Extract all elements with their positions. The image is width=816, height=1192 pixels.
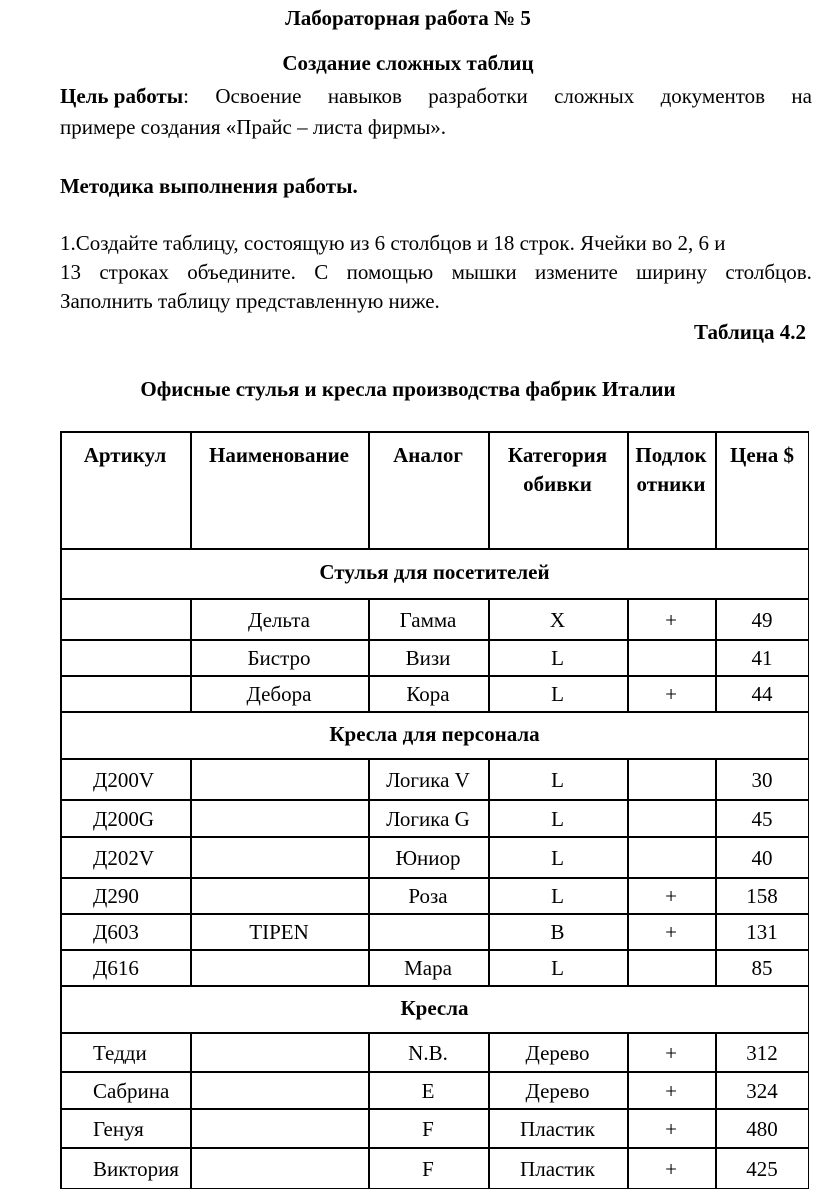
cell-price: 40 xyxy=(751,845,773,870)
table-column-border xyxy=(60,949,62,985)
table-row-border xyxy=(60,598,809,600)
goal-word: Освоение xyxy=(215,84,302,108)
table-column-border xyxy=(190,799,192,836)
cell-analog: Роза xyxy=(408,884,448,908)
table-column-border xyxy=(60,1147,62,1189)
header-article: Артикул xyxy=(83,443,167,467)
step-word: 13 xyxy=(60,260,81,284)
table-column-border xyxy=(60,1032,62,1071)
cell-category: L xyxy=(551,682,564,706)
table-row-border xyxy=(60,1108,809,1110)
table-column-border xyxy=(190,1108,192,1147)
cell-category: Дерево xyxy=(525,1040,590,1065)
cell-price: 324 xyxy=(746,1078,778,1103)
table-caption: Офисные стулья и кресла производства фабрик Италии xyxy=(140,377,676,401)
cell-price: 44 xyxy=(751,682,773,706)
cell-price: 131 xyxy=(746,920,778,944)
table-column-border xyxy=(368,913,370,949)
table-row-border xyxy=(60,799,809,801)
cell-analog: E xyxy=(421,1078,435,1103)
cell-article: Генуя xyxy=(93,1116,144,1141)
goal-word: : xyxy=(183,84,189,108)
cell-analog: Юниор xyxy=(395,845,461,870)
table-column-border xyxy=(60,758,62,799)
cell-price: 41 xyxy=(751,646,773,670)
cell-armrests: + xyxy=(665,1157,677,1181)
cell-analog: F xyxy=(422,1157,434,1181)
cell-article: Д616 xyxy=(93,956,139,980)
cell-category: L xyxy=(551,845,564,870)
cell-analog: Визи xyxy=(405,646,451,670)
table-row-border xyxy=(60,877,809,879)
cell-category: X xyxy=(549,607,566,632)
table-column-border xyxy=(60,1071,62,1108)
cell-category: L xyxy=(551,767,564,792)
cell-name: TIPEN xyxy=(249,920,309,944)
table-column-border xyxy=(190,877,192,913)
section-title: Кресла xyxy=(400,995,469,1020)
goal-label: Цель работы xyxy=(60,84,184,108)
step-word: помощью xyxy=(346,260,434,284)
header-price: Цена $ xyxy=(729,443,794,467)
step-line-3: Заполнить таблицу представленную ниже. xyxy=(60,289,440,313)
table-row-border xyxy=(60,913,809,915)
cell-article: Д202V xyxy=(93,845,154,870)
cell-price: 312 xyxy=(746,1040,778,1065)
cell-analog: Логика V xyxy=(386,767,470,792)
cell-article: Д200V xyxy=(93,767,154,792)
cell-armrests: + xyxy=(665,1078,677,1103)
cell-article: Д290 xyxy=(93,884,139,908)
cell-armrests: + xyxy=(665,607,677,632)
table-row-border xyxy=(60,431,809,433)
table-column-border xyxy=(190,949,192,985)
cell-analog: N.B. xyxy=(408,1040,448,1065)
step-word: измените xyxy=(534,260,618,284)
table-column-border xyxy=(60,877,62,913)
cell-category: L xyxy=(551,806,564,831)
cell-article: Виктория xyxy=(93,1157,179,1181)
table-row-border xyxy=(60,758,809,760)
table-row-border xyxy=(60,1147,809,1149)
step-word: столбцов. xyxy=(725,260,812,284)
table-row-border xyxy=(60,639,809,641)
table-column-border xyxy=(60,913,62,949)
step-line-1: 1.Создайте таблицу, состоящую из 6 столбцов и 18 строк. Ячейки во 2, 6 и xyxy=(60,231,726,255)
table-column-border xyxy=(190,1147,192,1189)
cell-price: 158 xyxy=(746,884,778,908)
table-row-border xyxy=(60,836,809,838)
table-number: Таблица 4.2 xyxy=(694,320,806,344)
cell-category: L xyxy=(551,956,564,980)
table-column-border xyxy=(60,799,62,836)
cell-price: 425 xyxy=(746,1157,778,1181)
goal-word: разработки xyxy=(428,84,528,108)
step-word: С xyxy=(314,260,329,284)
table-row-border xyxy=(60,675,809,677)
cell-category: Пластик xyxy=(520,1116,595,1141)
table-column-border xyxy=(627,836,629,877)
table-column-border xyxy=(190,836,192,877)
cell-armrests: + xyxy=(665,920,677,944)
lab-subtitle: Создание сложных таблиц xyxy=(282,51,534,75)
header-name: Наименование xyxy=(209,443,349,467)
cell-armrests: + xyxy=(665,884,677,908)
header-armrests: Подлок отники xyxy=(635,443,707,496)
table-column-border xyxy=(627,639,629,675)
cell-analog: F xyxy=(422,1116,434,1141)
method-heading: Методика выполнения работы. xyxy=(60,174,358,198)
goal-word: сложных xyxy=(554,84,635,108)
cell-analog: Мара xyxy=(404,956,452,980)
goal-word: на xyxy=(791,84,812,108)
table-column-border xyxy=(60,598,62,639)
cell-category: Пластик xyxy=(520,1157,595,1181)
table-column-border xyxy=(627,758,629,799)
cell-category: Дерево xyxy=(525,1078,590,1103)
cell-name: Дельта xyxy=(248,607,310,632)
table-column-border xyxy=(60,836,62,877)
step-word: ширину xyxy=(636,260,708,284)
table-column-border xyxy=(60,1108,62,1147)
table-column-border xyxy=(60,675,62,711)
cell-analog: Гамма xyxy=(399,607,457,632)
goal-word: навыков xyxy=(327,84,402,108)
cell-armrests: + xyxy=(665,1040,677,1065)
table-row-border xyxy=(60,949,809,951)
cell-article: Д200G xyxy=(93,806,154,831)
step-word: мышки xyxy=(451,260,517,284)
cell-article: Д603 xyxy=(93,920,139,944)
cell-price: 480 xyxy=(746,1116,778,1141)
cell-category: B xyxy=(550,920,565,944)
cell-category: L xyxy=(551,646,564,670)
table-row-border xyxy=(60,711,809,713)
price-table xyxy=(60,431,809,1189)
cell-category: L xyxy=(551,884,564,908)
table-column-border xyxy=(627,949,629,985)
cell-price: 30 xyxy=(751,767,773,792)
cell-price: 85 xyxy=(751,956,773,980)
goal-line-1 xyxy=(60,84,812,108)
cell-armrests: + xyxy=(665,682,677,706)
table-row-border xyxy=(60,1071,809,1073)
table-column-border xyxy=(627,799,629,836)
step-word: объедините. xyxy=(187,260,296,284)
header-category: Категория обивки xyxy=(507,443,608,496)
table-column-border xyxy=(190,1071,192,1108)
step-word: строках xyxy=(99,260,169,284)
table-row-border xyxy=(60,985,809,987)
goal-label-group xyxy=(60,84,189,108)
cell-name: Бистро xyxy=(247,646,311,670)
cell-analog: Кора xyxy=(406,682,450,706)
table-column-border xyxy=(60,639,62,675)
table-row-border xyxy=(60,1032,809,1034)
section-title: Кресла для персонала xyxy=(329,721,540,746)
cell-price: 45 xyxy=(751,806,773,831)
cell-article: Тедди xyxy=(93,1040,147,1065)
table-row-border xyxy=(60,1188,809,1190)
cell-price: 49 xyxy=(751,607,773,632)
table-row-border xyxy=(60,548,809,550)
header-analog: Аналог xyxy=(393,443,463,467)
step-line-2 xyxy=(60,260,812,284)
cell-analog: Логика G xyxy=(386,806,470,831)
table-column-border xyxy=(190,758,192,799)
cell-name: Дебора xyxy=(246,682,312,706)
cell-armrests: + xyxy=(665,1116,677,1141)
section-title: Стулья для посетителей xyxy=(319,560,550,584)
cell-article: Сабрина xyxy=(93,1078,170,1103)
lab-title: Лабораторная работа № 5 xyxy=(285,6,531,30)
goal-line-2: примере создания «Прайс – листа фирмы». xyxy=(60,115,447,139)
goal-word: документов xyxy=(660,84,766,108)
table-column-border xyxy=(190,1032,192,1071)
